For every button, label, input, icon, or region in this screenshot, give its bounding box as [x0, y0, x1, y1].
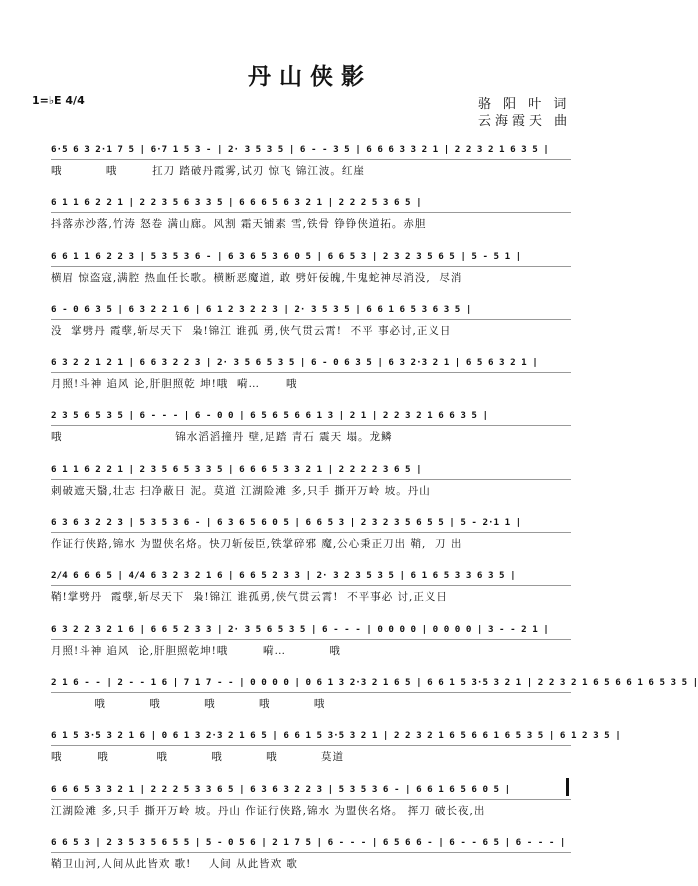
score-system	[51, 406, 571, 459]
lyrics-line: 刺破遮天翳,壮志 扫净蔽日 泥。莫道 江湖险滩 多,只手 撕开万岭 坡。丹山	[51, 484, 431, 497]
notation-line: 6 3 2 2 1 2 1 | 6 6 3 2 2 3 | 2· 3 5 6 5 3 5 | 6 - 0 6 3 5 | 6 3 2·3 2 1 | 6 5 6 3 2 1 |	[51, 353, 571, 373]
score-system	[51, 726, 621, 779]
notation-line: 6 1 5 3·5 3 2 1 6 | 0 6 1 3 2·3 2 1 6 5 | 6 6 1 5 3·5 3 2 1 | 2 2 3 2 1 6 5 6 6 1 6 5 3 5 | 6 1 2 3 5 |	[51, 726, 571, 746]
notation-line: 6 3 2 2 3 2 1 6 | 6 6 5 2 3 3 | 2· 3 5 6 5 3 5 | 6 - - - | 0 0 0 0 | 0 0 0 0 | 3 - - 2 1 |	[51, 620, 571, 640]
lyrics-line: 月照!斗神 追风 论,肝胆照乾坤!哦 嗬… 哦	[51, 644, 341, 657]
key-signature: 1=♭E 4/4	[32, 94, 85, 107]
notation-line: 2/4 6 6 6 5 | 4/4 6 3 2 3 2 1 6 | 6 6 5 2 3 3 | 2· 3 2 3 5 3 5 | 6 1 6 5 3 3 6 3 5 |	[51, 566, 571, 586]
lyrics-line: 抖落赤沙落,竹涛 怒卷 满山廊。风割 霜天铺素 雪,铁骨 铮铮侠道拓。赤胆	[51, 218, 427, 231]
notation-line: 6 1 1 6 2 2 1 | 2 3 5 6 5 3 3 5 | 6 6 6 5 3 3 2 1 | 2 2 2 2 3 6 5 |	[51, 460, 571, 480]
notation-line: 2 1 6 - - | 2 - - 1 6 | 7 1 7 - - | 0 0 0 0 | 0 6 1 3 2·3 2 1 6 5 | 6 6 1 5 3·5 3 2 1 | 2 2 3 2 1 6 5 6 6 1 6 5 3 5 |	[51, 673, 571, 693]
lyrics-line: 哦 哦 哦 哦 哦 莫道	[51, 751, 345, 764]
notation-line: 6 6 5 3 | 2 3 5 3 5 6 5 5 | 5 - 0 5 6 | 2 1 7 5 | 6 - - - | 6 5 6 6 - | 6 - - 6 5 | 6 - - - |	[51, 833, 571, 853]
score-system	[51, 140, 571, 193]
score-system	[51, 673, 698, 726]
lyrics-line: 作证行侠路,锦水 为盟侠名烙。快刀斩佞臣,铁掌碎邪 魔,公心秉正刀出 鞘, 刀 出	[51, 538, 463, 551]
lyrics-line: 江湖险滩 多,只手 撕开万岭 坡。丹山 作证行侠路,锦水 为盟侠名烙。 挥刀 破长夜,出	[51, 804, 486, 817]
notation-line: 6 1 1 6 2 2 1 | 2 2 3 5 6 3 3 5 | 6 6 6 5 6 3 2 1 | 2 2 2 5 3 6 5 |	[51, 193, 571, 213]
score-system	[51, 513, 571, 566]
score-system	[51, 780, 571, 833]
notation-line: 2 3 5 6 5 3 5 | 6 - - - | 6 - 0 0 | 6 5 6 5 6 6 1 3 | 2 1 | 2 2 3 2 1 6 6 3 5 |	[51, 406, 571, 426]
score-system	[51, 353, 571, 406]
score-system	[51, 620, 571, 673]
lyrics-line: 哦 哦 扛刀 踏破丹霞雾,试刃 惊飞 锦江波。红崖	[51, 165, 365, 177]
notation-line: 6 6 1 1 6 2 2 3 | 5 3 5 3 6 - | 6 3 6 5 3 6 0 5 | 6 6 5 3 | 2 3 2 3 5 6 5 | 5 - 5 1 |	[51, 247, 571, 267]
lyricist-credit: 骆 阳 叶 词	[478, 97, 571, 112]
lyrics-line: 月照!斗神 追风 论,肝胆照乾 坤!哦 嗬… 哦	[51, 378, 298, 391]
score-system	[51, 247, 571, 300]
score-system	[51, 460, 571, 513]
lyrics-line: 鞘!掌劈丹 霞孽,斩尽天下 枭!锦江 谁孤勇,侠气贯云霄! 不平事必 讨,正义日	[51, 591, 448, 604]
lyrics-line: 鞘卫山河,人间从此皆欢 歌! 人间 从此皆欢 歌	[51, 857, 298, 870]
song-title: 丹山侠影	[248, 63, 372, 90]
lyrics-line: 没 掌劈丹 霞孽,斩尽天下 枭!锦江 谁孤 勇,侠气贯云霄! 不平 事必讨,正义日	[51, 324, 452, 337]
final-barline	[566, 778, 569, 796]
score-system	[51, 833, 571, 886]
composer-credit: 云海霞天 曲	[478, 114, 572, 129]
lyrics-line: 哦 锦水滔滔撞丹 壁,足踏 青石 震天 塌。龙鳞	[51, 431, 393, 444]
notation-line: 6 3 6 3 2 2 3 | 5 3 5 3 6 - | 6 3 6 5 6 0 5 | 6 6 5 3 | 2 3 2 3 5 6 5 5 | 5 - 2·1 1 |	[51, 513, 571, 533]
notation-line: 6 6 6 5 3 3 2 1 | 2 2 2 5 3 3 6 5 | 6 3 6 3 2 2 3 | 5 3 5 3 6 - | 6 6 1 6 5 6 0 5 |	[51, 780, 571, 800]
lyrics-line: 横眉 惊盗寇,满腔 热血任长歌。横断恶魔道, 敢 劈奸佞魄,牛鬼蛇神尽消没, 尽消	[51, 271, 463, 284]
score-system	[51, 300, 571, 353]
lyrics-line: 哦 哦 哦 哦 哦	[51, 697, 326, 710]
score-system	[51, 566, 571, 619]
score-system	[51, 193, 571, 246]
notation-line: 6 - 0 6 3 5 | 6 3 2 2 1 6 | 6 1 2 3 2 2 3 | 2· 3 5 3 5 | 6 6 1 6 5 3 6 3 5 |	[51, 300, 571, 320]
notation-line: 6·5 6 3 2·1 7 5 | 6·7 1 5 3 - | 2· 3 5 3 5 | 6 - - 3 5 | 6 6 6 3 3 2 1 | 2 2 3 2 1 6 3 5 |	[51, 140, 571, 160]
score-body	[51, 140, 698, 886]
